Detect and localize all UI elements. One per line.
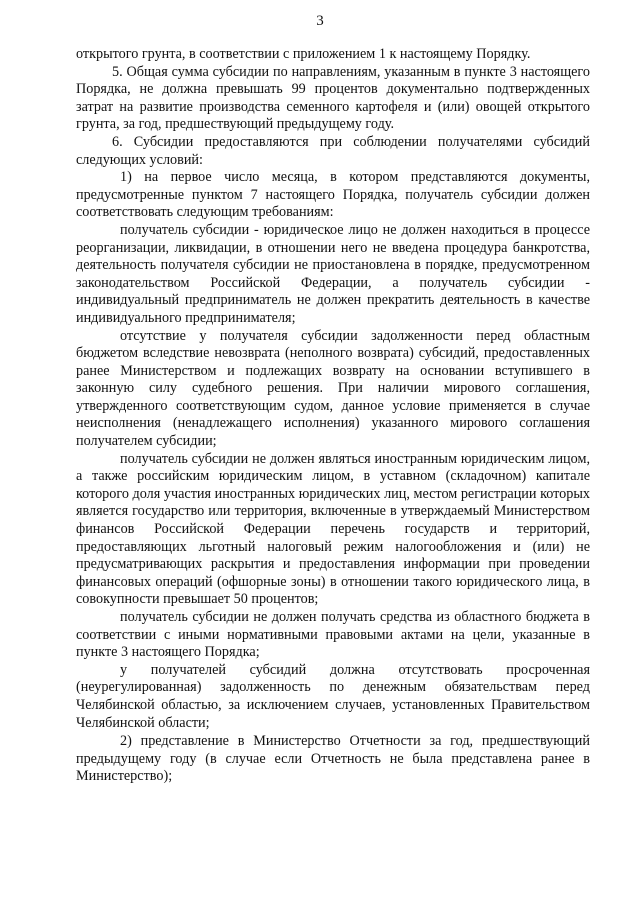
- paragraph-item-6: 6. Субсидии предоставляются при соблюдении получателями субсидий следующих условий:: [76, 133, 590, 168]
- paragraph-requirement-no-other-funds: получатель субсидии не должен получать средства из областного бюджета в соответствии с иными нормативными правовыми актами на цели, указанные в пункте 3 настоящего Порядка;: [76, 609, 590, 661]
- paragraph-requirement-no-debt: отсутствие у получателя субсидии задолженности перед областным бюджетом вследствие невозврата (неполного возврата) субсидий, предоставленных ранее Министерством и подлежащих возврату на основании вступившего в законную силу судебного решения. При наличии мирового соглашения, утвержденного соответствующим судом, данное условие применяется в случае неисполнения (ненадлежащего исполнения) указанного мирового соглашения получателем субсидии;: [76, 327, 590, 450]
- paragraph-requirement-no-overdue-debt: у получателей субсидий должна отсутствовать просроченная (неурегулированная) задолженность по денежным обязательствам перед Челябинской областью, за исключением случаев, установленных Правительством Челябинской области;: [76, 661, 590, 731]
- document-body: [76, 46, 590, 786]
- paragraph-item-5: 5. Общая сумма субсидии по направлениям, указанным в пункте 3 настоящего Порядка, не должна превышать 99 процентов документально подтвержденных затрат на развитие производства семенного картофеля и (или) овощей открытого грунта, за год, предшествующий предыдущему году.: [76, 63, 590, 133]
- paragraph-condition-2: 2) представление в Министерство Отчетности за год, предшествующий предыдущему году (в случае если Отчетность не была представлена ранее в Министерство);: [76, 733, 590, 785]
- paragraph-requirement-not-foreign: получатель субсидии не должен являться иностранным юридическим лицом, а также российским юридическим лицом, в уставном (складочном) капитале которого доля участия иностранных юридических лиц, местом регистрации которых является государство или территория, включенные в утверждаемый Министерством финансов Российской Федерации перечень государств и территорий, предоставляющих льготный налоговый режим налогообложения и (или) не предусматривающих раскрытия и предоставления информации при проведении финансовых операций (офшорные зоны) в отношении такого юридического лица, в совокупности превышает 50 процентов;: [76, 450, 590, 608]
- paragraph-condition-1: 1) на первое число месяца, в котором представляются документы, предусмотренные пунктом 7 настоящего Порядка, получатель субсидии должен соответствовать следующим требованиям:: [76, 169, 590, 221]
- paragraph-requirement-no-reorganization: получатель субсидии - юридическое лицо не должен находиться в процессе реорганизации, ликвидации, в отношении него не введена процедура банкротства, деятельность получателя субсидии не приостановлена в порядке, предусмотренном законодательством Российской Федерации, а получатель субсидии - индивидуальный предприниматель не должен прекратить деятельность в качестве индивидуального предпринимателя;: [76, 221, 590, 326]
- paragraph-continuation: открытого грунта, в соответствии с приложением 1 к настоящему Порядку.: [76, 46, 531, 62]
- page-number: 3: [316, 13, 324, 29]
